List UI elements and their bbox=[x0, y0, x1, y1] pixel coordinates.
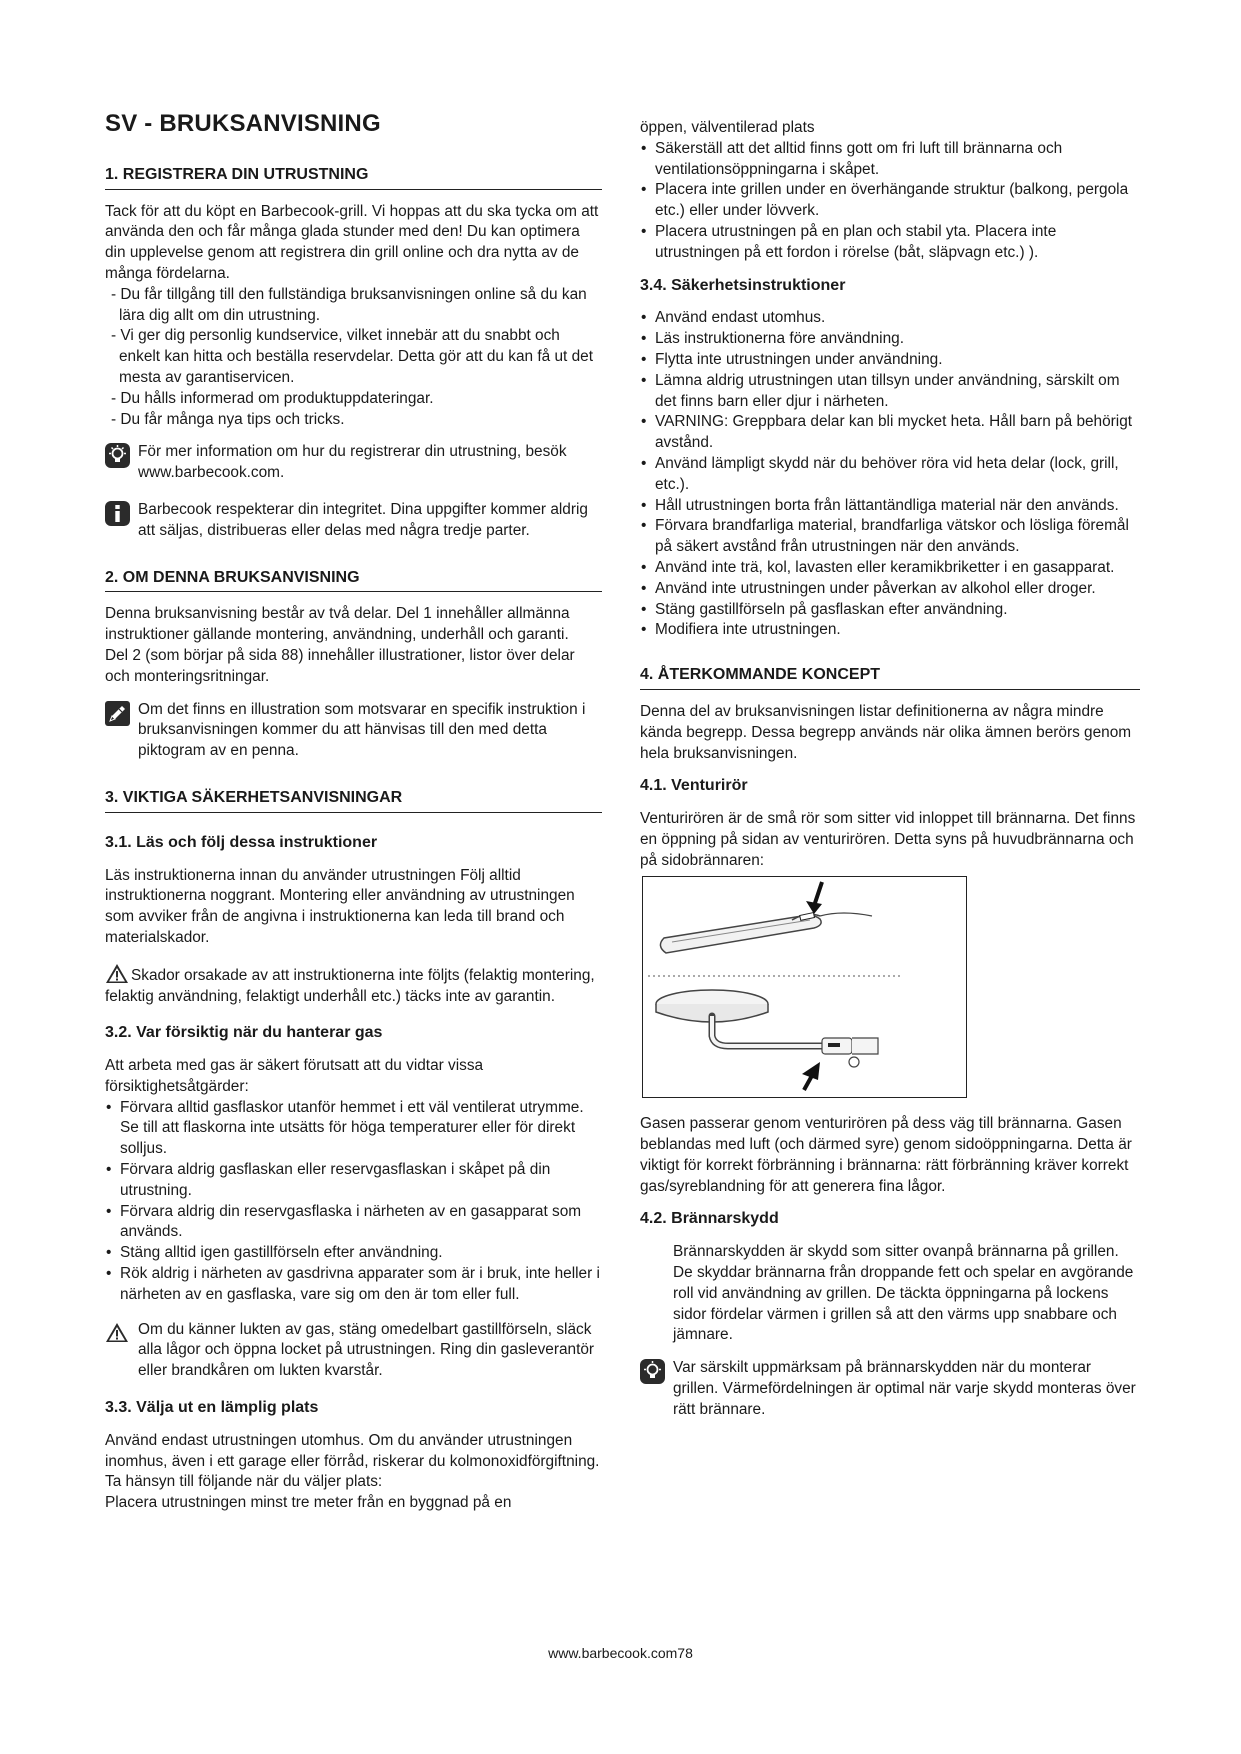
section-4-1-after: Gasen passerar genom venturirören på dess väg till brännarna. Gasen beblandas med luft (och därmed syre) genom sidoöppningarna. Detta är viktigt för korrekt förbränning i brännarna: rätt förbränning kräver korrekt gas/syreblandning för att generera fina lågor. bbox=[640, 1115, 1132, 1195]
section-3-3-paragraph: Ta hänsyn till följande när du väljer plats: bbox=[105, 1473, 383, 1491]
burner-tip-note bbox=[640, 1358, 1140, 1420]
list-item: • VARNING: Greppbara delar kan bli mycket heta. Håll barn på behörigt avstånd. bbox=[640, 412, 1140, 454]
list-item: • Modifiera inte utrustningen. bbox=[640, 620, 1140, 641]
list-item: • Använd lämpligt skydd när du behöver röra vid heta delar (lock, grill, etc.). bbox=[640, 454, 1140, 496]
list-item: • Stäng gastillförseln på gasflaskan efter användning. bbox=[640, 600, 1140, 621]
list-item: • Använd endast utomhus. bbox=[640, 308, 1140, 329]
section-4-2-text: Brännarskydden är skydd som sitter ovanpå brännarna på grillen. De skyddar brännarna från droppande fett och spelar en avgörande roll vid användning av grillen. De täckta öppningarna på lockens sidor fördelar värmen i grillen så att den värms upp snabbare och jämnare. bbox=[673, 1243, 1134, 1344]
section-4-2-heading: 4.2. Brännarskydd bbox=[640, 1210, 779, 1228]
list-item: • Placera utrustningen på en plan och stabil yta. Placera inte utrustningen på ett fordon i rörelse (båt, släpvagn etc.) ). bbox=[640, 222, 1140, 264]
list-item: - Du får tillgång till den fullständiga bruksanvisningen online så du kan lära dig allt om din utrustning. bbox=[111, 285, 587, 324]
left-column bbox=[105, 108, 602, 1514]
pen-note-text: Om det finns en illustration som motsvarar en specifik instruktion i bruksanvisningen kommer du att hänvisas till den med detta piktogram av en penna. bbox=[138, 700, 586, 760]
list-item: • Använd inte trä, kol, lavasten eller keramikbriketter i en gasapparat. bbox=[640, 558, 1140, 579]
section-3-3-continued: öppen, välventilerad plats bbox=[640, 119, 815, 136]
section-3-heading: 3. VIKTIGA SÄKERHETSANVISNINGAR bbox=[105, 788, 602, 813]
lightbulb-icon bbox=[105, 443, 130, 468]
section-3-3-paragraph: Placera utrustningen minst tre meter från en byggnad på en bbox=[105, 1494, 512, 1512]
list-item: - Du får många nya tips och tricks. bbox=[111, 410, 345, 428]
lightbulb-icon bbox=[640, 1359, 665, 1384]
page-footer: www.barbecook.com78 bbox=[548, 1645, 693, 1661]
list-item: - Vi ger dig personlig kundservice, vilket innebär att du snabbt och enkelt kan hitta och beställa reservdelar. Detta gör att du kan få ut det mesta av garantiservicen. bbox=[111, 327, 593, 386]
list-item: • Förvara aldrig gasflaskan eller reservgasflaskan i skåpet på din utrustning. bbox=[105, 1160, 602, 1202]
section-3-4-heading: 3.4. Säkerhetsinstruktioner bbox=[640, 276, 846, 294]
pen-note bbox=[105, 700, 602, 762]
section-4-intro: Denna del av bruksanvisningen listar definitionerna av några mindre kända begrepp. Dessa begrepp används när olika ämnen berörs genom hela bruksanvisningen. bbox=[640, 702, 1132, 762]
warning-note bbox=[105, 963, 602, 1008]
list-item: • Säkerställ att det alltid finns gott om fri luft till brännarna och ventilationsöppningarna i skåpet. bbox=[640, 139, 1140, 181]
info-text: Barbecook respekterar din integritet. Dina uppgifter kommer aldrig att säljas, distribueras eller delas med några tredje parter. bbox=[138, 500, 588, 539]
section-4-heading: 4. ÅTERKOMMANDE KONCEPT bbox=[640, 665, 1140, 690]
list-item: • Flytta inte utrustningen under användning. bbox=[640, 350, 1140, 371]
list-item: • Placera inte grillen under en överhängande struktur (balkong, pergola etc.) eller under lövverk. bbox=[640, 180, 1140, 222]
right-column bbox=[640, 118, 1140, 1437]
gas-warning-note bbox=[105, 1320, 602, 1382]
section-3-1-text: Läs instruktionerna innan du använder utrustningen Följ alltid instruktionerna noggrant. Montering eller användning av utrustningen som avviker från de angivna i instruktionerna kan leda till brand och materialskador. bbox=[105, 866, 575, 946]
pen-icon bbox=[105, 701, 130, 726]
section-4-1-heading: 4.1. Venturirör bbox=[640, 777, 748, 795]
section-4-1-text: Venturirören är de små rör som sitter vid inloppet till brännarna. Det finns en öppning på sidan av venturirören. Detta syns på huvudbrännarna och på sidobrännaren: bbox=[640, 810, 1136, 869]
list-item: • Håll utrustningen borta från lättantändliga material när den används. bbox=[640, 496, 1140, 517]
section-2-heading: 2. OM DENNA BRUKSANVISNING bbox=[105, 568, 602, 593]
list-item: • Förvara alltid gasflaskor utanför hemmet i ett väl ventilerat utrymme. Se till att flaskorna inte utsätts för höga temperaturer eller för direkt solljus. bbox=[105, 1098, 602, 1160]
warning-text: Skador orsakade av att instruktionerna inte följts (felaktig montering, felaktig användning, felaktigt underhåll etc.) täcks inte av garantin. bbox=[105, 966, 595, 1005]
location-bullet-list bbox=[640, 139, 1140, 264]
list-item: • Läs instruktionerna före användning. bbox=[640, 329, 1140, 350]
warning-icon bbox=[105, 1322, 129, 1343]
list-item: • Stäng alltid igen gastillförseln efter användning. bbox=[105, 1243, 602, 1264]
section-1-intro: Tack för att du köpt en Barbecook-grill. Vi hoppas att du ska tycka om att använda den och får många glada stunder med den! Du kan optimera din upplevelse genom att registrera din grill online och dra nytta av de många fördelarna. bbox=[105, 202, 599, 282]
section-3-1-heading: 3.1. Läs och följ dessa instruktioner bbox=[105, 833, 378, 851]
list-item: • Lämna aldrig utrustningen utan tillsyn under användning, särskilt om det finns barn eller djur i närheten. bbox=[640, 371, 1140, 413]
list-item: • Förvara brandfarliga material, brandfarliga vätskor och lösliga föremål på säkert avstånd från utrustningen när den används. bbox=[640, 516, 1140, 558]
warning-icon bbox=[105, 963, 129, 984]
section-3-3-paragraph: Använd endast utrustningen utomhus. Om du använder utrustningen inomhus, även i ett garage eller förråd, riskerar du kolmonoxidförgiftning. bbox=[105, 1431, 600, 1470]
section-2-paragraph: Del 2 (som börjar på sida 88) innehåller illustrationer, listor över delar och monteringsritningar. bbox=[105, 646, 575, 685]
gas-warning-text: Om du känner lukten av gas, stäng omedelbart gastillförseln, släck alla lågor och öppna locket på utrustningen. Ring din gasleverantör eller brandkåren om lukten kvarstår. bbox=[138, 1320, 595, 1380]
list-item: - Du hålls informerad om produktuppdateringar. bbox=[111, 389, 434, 407]
list-item: • Förvara aldrig din reservgasflaska i närheten av en gasapparat som används. bbox=[105, 1202, 602, 1244]
section-1-heading: 1. REGISTRERA DIN UTRUSTNING bbox=[105, 165, 602, 190]
section-2-paragraph: Denna bruksanvisning består av två delar. Del 1 innehåller allmänna instruktioner gällande montering, användning, underhåll och garanti. bbox=[105, 605, 570, 644]
tip-note bbox=[105, 442, 602, 484]
info-icon bbox=[105, 501, 130, 526]
section-3-3-heading: 3.3. Välja ut en lämplig plats bbox=[105, 1399, 319, 1417]
section-3-2-intro: Att arbeta med gas är säkert förutsatt att du vidtar vissa försiktighetsåtgärder: bbox=[105, 1057, 484, 1095]
gas-bullet-list bbox=[105, 1098, 602, 1306]
burner-tip-text: Var särskilt uppmärksam på brännarskydden när du monterar grillen. Värmefördelningen är optimal när varje skydd monteras över rätt brännare. bbox=[673, 1359, 1136, 1418]
section-3-2-heading: 3.2. Var försiktig när du hanterar gas bbox=[105, 1024, 383, 1042]
safety-bullet-list bbox=[640, 308, 1140, 641]
info-note bbox=[105, 500, 602, 542]
list-item: • Använd inte utrustningen under påverkan av alkohol eller droger. bbox=[640, 579, 1140, 600]
page-title: SV - BRUKSANVISNING bbox=[105, 110, 381, 137]
tip-text: För mer information om hur du registrerar din utrustning, besök www.barbecook.com. bbox=[138, 443, 567, 482]
venturi-tube-illustration bbox=[642, 876, 967, 1098]
list-item: • Rök aldrig i närheten av gasdrivna apparater som är i bruk, inte heller i närheten av en gasflaska, vare sig om den är tom eller full. bbox=[105, 1264, 602, 1306]
